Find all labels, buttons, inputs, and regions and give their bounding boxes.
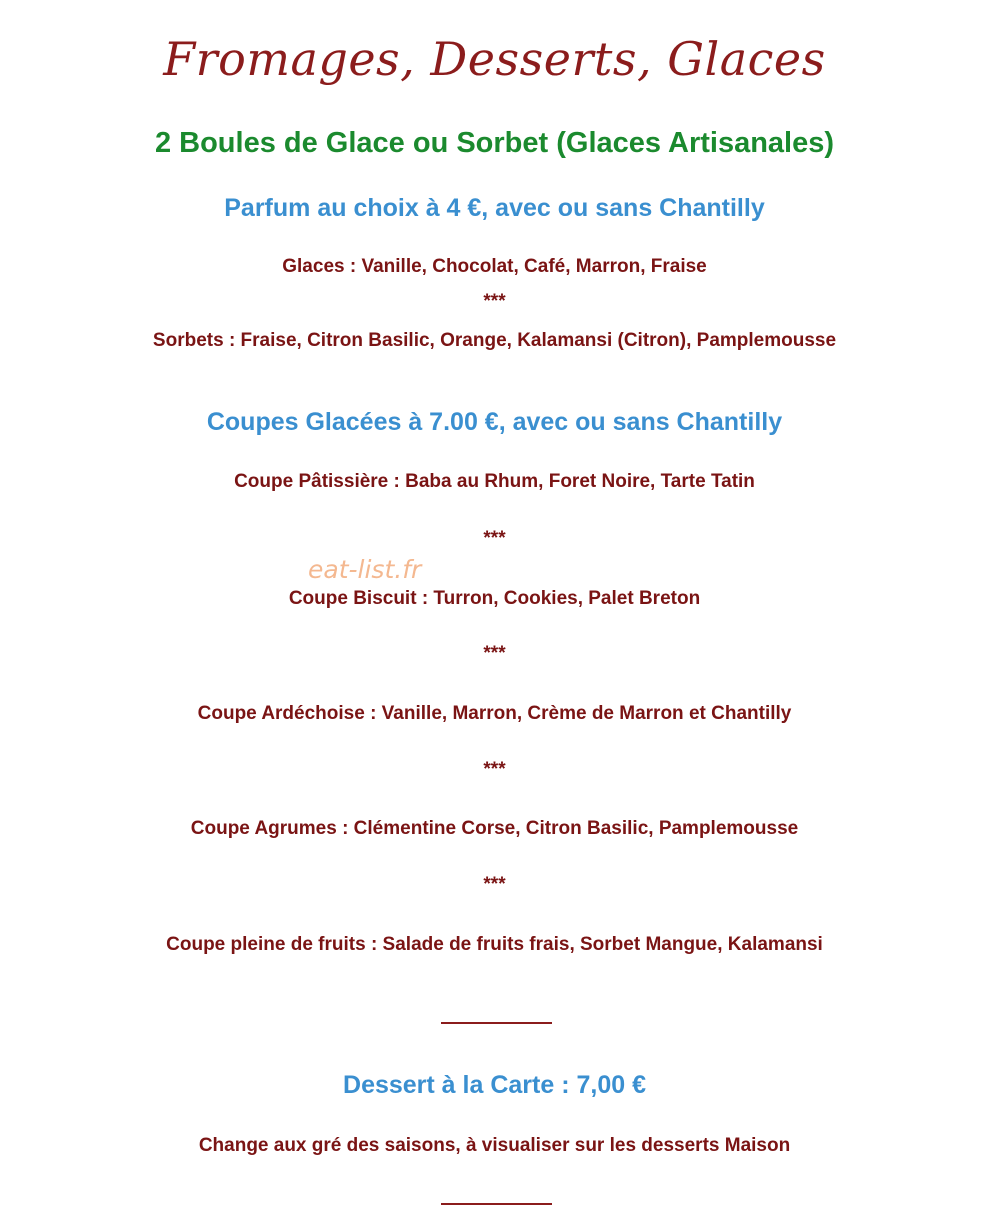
section-divider <box>441 1022 552 1024</box>
separator-stars: *** <box>483 874 506 895</box>
coupe-item: Coupe Biscuit : Turron, Cookies, Palet Breton <box>288 588 701 609</box>
coupe-item: Coupe Ardéchoise : Vanille, Marron, Crème de Marron et Chantilly <box>197 703 792 724</box>
watermark-text: eat-list.fr <box>308 555 422 584</box>
section-divider <box>441 1203 552 1205</box>
dessert-carte-description: Change aux gré des saisons, à visualiser sur les desserts Maison <box>198 1135 791 1156</box>
separator-stars: *** <box>483 291 506 312</box>
coupes-section-heading: Coupes Glacées à 7.00 €, avec ou sans Chantilly <box>206 408 783 436</box>
coupe-item: Coupe Pâtissière : Baba au Rhum, Foret Noire, Tarte Tatin <box>234 471 755 492</box>
separator-stars: *** <box>483 643 506 664</box>
dessert-carte-heading: Dessert à la Carte : 7,00 € <box>343 1071 646 1099</box>
separator-stars: *** <box>483 759 506 780</box>
ice-price-subheading: Parfum au choix à 4 €, avec ou sans Chantilly <box>224 194 765 222</box>
ice-section-heading: 2 Boules de Glace ou Sorbet (Glaces Artisanales) <box>154 127 835 159</box>
coupe-item: Coupe pleine de fruits : Salade de fruits frais, Sorbet Mangue, Kalamansi <box>166 934 823 955</box>
glaces-flavors: Glaces : Vanille, Chocolat, Café, Marron, Fraise <box>282 256 707 277</box>
separator-stars: *** <box>483 528 506 549</box>
page-title: Fromages, Desserts, Glaces <box>163 32 826 86</box>
coupe-item: Coupe Agrumes : Clémentine Corse, Citron Basilic, Pamplemousse <box>190 818 799 839</box>
sorbets-flavors: Sorbets : Fraise, Citron Basilic, Orange, Kalamansi (Citron), Pamplemousse <box>152 330 837 351</box>
